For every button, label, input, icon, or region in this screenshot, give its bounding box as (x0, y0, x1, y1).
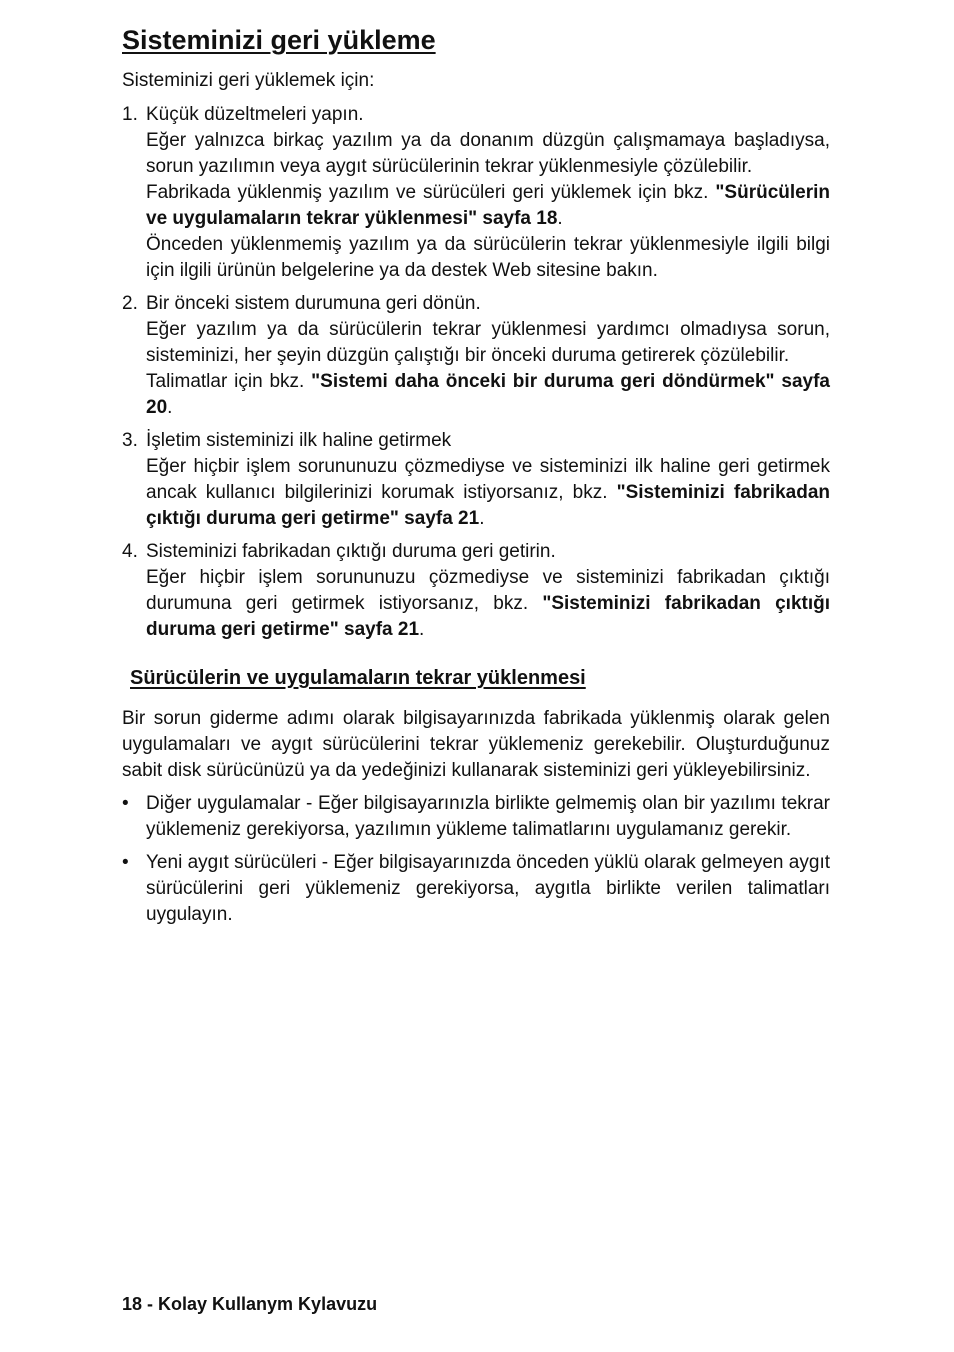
step-heading: Bir önceki sistem durumuna geri dönün. (146, 293, 481, 314)
step-paragraph: Eğer hiçbir işlem sorununuzu çözmediyse ve sisteminizi fabrikadan çıktığı durumuna geri getirmek istiyorsanız, bkz. "Sisteminizi fabrikadan çıktığı duruma geri getirme" sayfa 21. (146, 567, 831, 640)
section-paragraph: Bir sorun giderme adımı olarak bilgisayarınızda fabrikada yüklenmiş olarak gelen uygulamaları ve aygıt sürücülerini tekrar yüklemeniz gerekebilir. Oluşturduğunuz sabit disk sürücünüzü ya da yedeğinizi kullanarak sisteminizi geri yükleyebilirsiniz. (122, 708, 830, 781)
step-item (122, 428, 830, 532)
step-paragraph: Eğer yalnızca birkaç yazılım ya da donanım düzgün çalışmamaya başladıysa, sorun yazılımın veya aygıt sürücülerinin tekrar yüklenmesiyle çözülebilir. (146, 130, 830, 177)
bullet-icon: • (122, 793, 129, 814)
step-item (122, 102, 830, 284)
step-paragraph: Önceden yüklenmemiş yazılım ya da sürücülerin tekrar yüklenmesiyle ilgili bilgi için ilgili ürünün belgelerine ya da destek Web sitesine bakın. (146, 234, 830, 281)
bullet-list (122, 791, 830, 928)
step-item (122, 291, 830, 421)
step-heading: İşletim sisteminizi ilk haline getirmek (146, 430, 452, 451)
step-heading: Küçük düzeltmeleri yapın. (146, 104, 364, 125)
page-footer: 18 - Kolay Kullanym Kylavuzu (122, 1294, 378, 1314)
bullet-item (122, 791, 830, 843)
step-number: 2. (122, 293, 138, 314)
bullet-text: Diğer uygulamalar - Eğer bilgisayarınızla birlikte gelmemiş olan bir yazılımı tekrar yüklemeniz gerekiyorsa, yazılımın yükleme talimatlarını uygulamanız gerekir. (146, 793, 830, 840)
step-paragraph: Fabrikada yüklenmiş yazılım ve sürücüleri geri yüklemek için bkz. "Sürücülerin ve uygulamaların tekrar yüklenmesi" sayfa 18. (146, 182, 830, 229)
step-paragraph: Eğer yazılım ya da sürücülerin tekrar yüklenmesi yardımcı olmadıysa sorun, sisteminizi, her şeyin düzgün çalıştığı bir önceki duruma getirerek çözülebilir. (146, 319, 830, 366)
step-paragraph: Talimatlar için bkz. "Sistemi daha önceki bir duruma geri döndürmek" sayfa 20. (146, 371, 831, 418)
cross-reference: "Sisteminizi fabrikadan çıktığı duruma geri getirme" sayfa 21 (146, 482, 830, 529)
step-number: 4. (122, 541, 138, 562)
document-page (122, 22, 830, 935)
bullet-text: Yeni aygıt sürücüleri - Eğer bilgisayarınızda önceden yüklü olarak gelmeyen aygıt sürücülerini geri yüklemeniz gerekiyorsa, aygıtla birlikte verilen talimatları uygulayın. (146, 852, 830, 925)
bullet-icon: • (122, 852, 129, 873)
intro-text: Sisteminizi geri yüklemek için: (122, 70, 375, 91)
bullet-item (122, 850, 830, 928)
cross-reference: "Sistemi daha önceki bir duruma geri döndürmek" sayfa 20 (146, 371, 831, 418)
steps-list (122, 102, 830, 643)
cross-reference: "Sürücülerin ve uygulamaların tekrar yüklenmesi" sayfa 18 (146, 182, 830, 229)
section-heading: Sürücülerin ve uygulamaların tekrar yüklenmesi (130, 667, 586, 689)
step-paragraph: Eğer hiçbir işlem sorununuzu çözmediyse ve sisteminizi ilk haline geri getirmek ancak kullanıcı bilgilerinizi korumak istiyorsanız, bkz. "Sisteminizi fabrikadan çıktığı duruma geri getirme" sayfa 21. (146, 456, 830, 529)
step-item (122, 539, 830, 643)
page-title: Sisteminizi geri yükleme (122, 25, 436, 55)
cross-reference: "Sisteminizi fabrikadan çıktığı duruma geri getirme" sayfa 21 (146, 593, 831, 640)
step-number: 1. (122, 104, 138, 125)
step-number: 3. (122, 430, 138, 451)
step-heading: Sisteminizi fabrikadan çıktığı duruma geri getirin. (146, 541, 556, 562)
